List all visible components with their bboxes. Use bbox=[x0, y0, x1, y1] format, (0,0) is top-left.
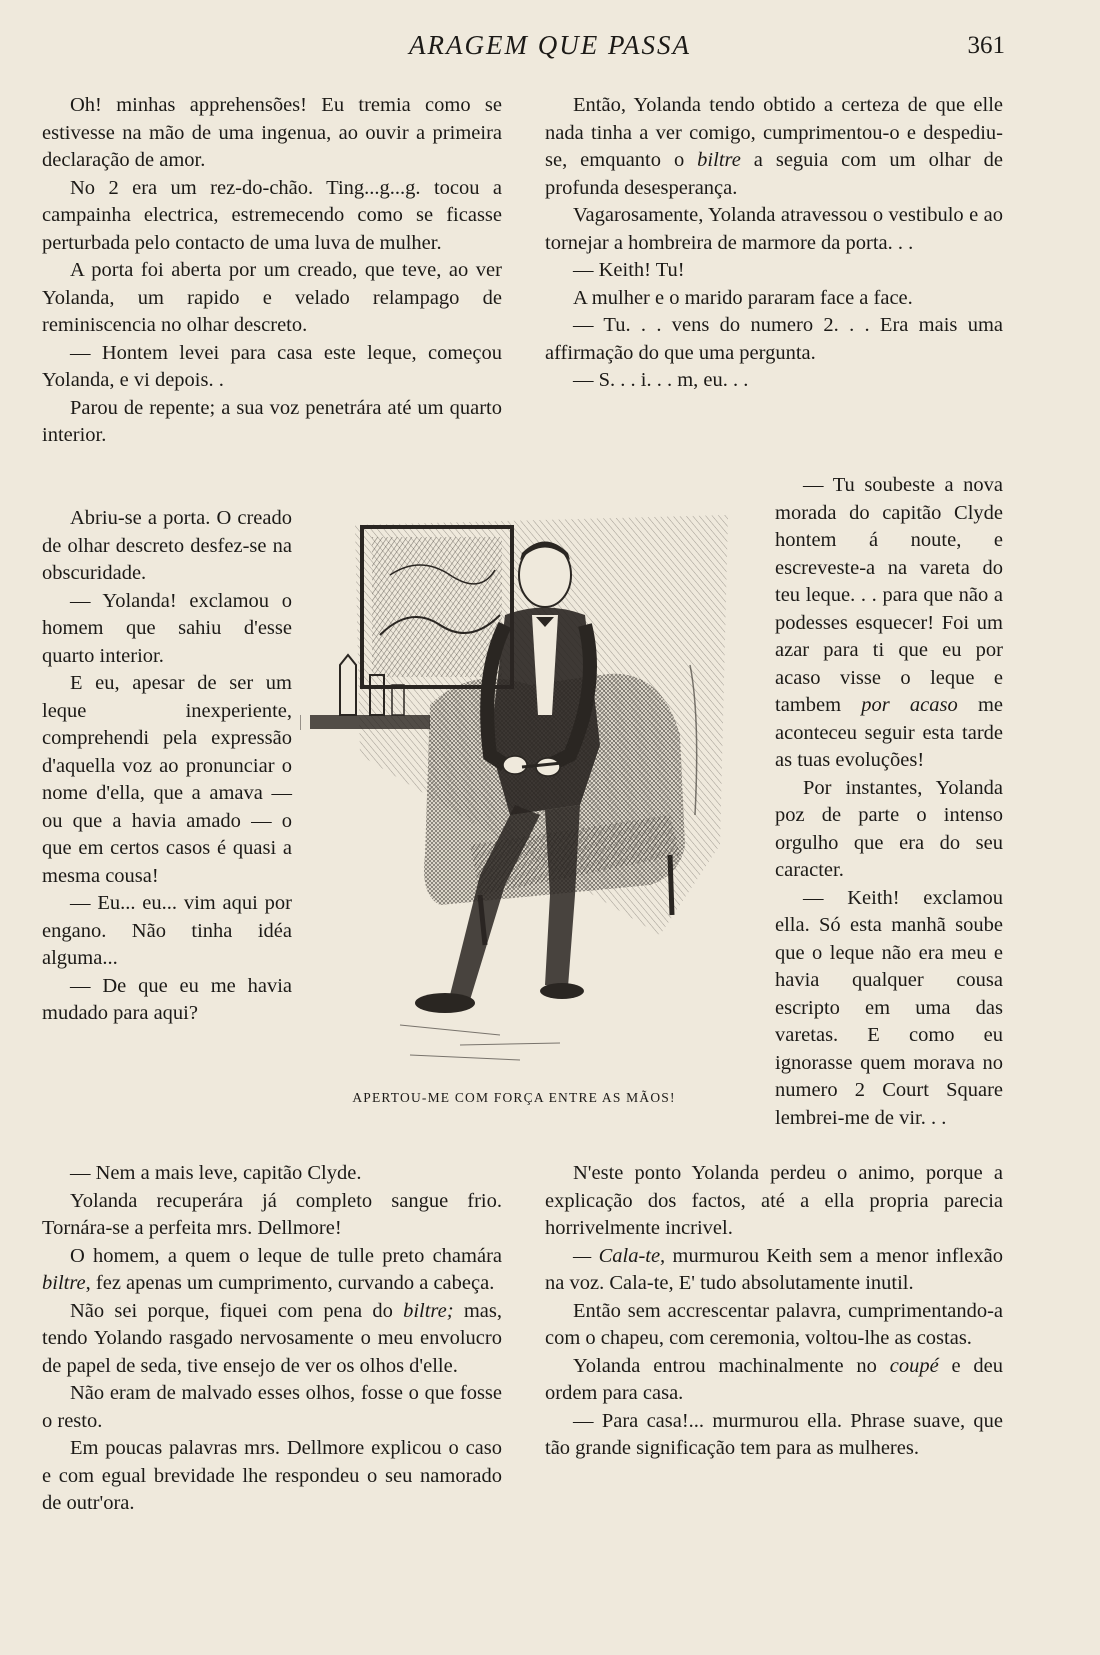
paragraph: Por instantes, Yolanda poz de parte o intenso orgulho que era do seu caracter. bbox=[775, 776, 1003, 881]
running-title: ARAGEM QUE PASSA bbox=[409, 30, 691, 60]
paragraph: Não eram de malvado esses olhos, fosse o que fosse o resto. bbox=[42, 1382, 502, 1432]
italic-run: coupé bbox=[889, 1354, 939, 1377]
man-hand bbox=[503, 756, 527, 774]
paragraph: Parou de repente; a sua voz penetrára até um quarto interior. bbox=[42, 396, 502, 446]
italic-run: — Cala-te, bbox=[573, 1244, 666, 1267]
paragraph: — De que eu me havia mudado para aqui? bbox=[42, 974, 292, 1024]
paragraph: — Yolanda! exclamou o homem que sahiu d'esse quarto interior. bbox=[42, 589, 292, 667]
left-column-narrow bbox=[42, 505, 292, 1028]
text-run: — Tu soubeste a nova morada do capitão Clyde hontem á noute, e escreveste-a na vareta do teu leque. . . para que não a podesses esquecer! Foi um azar para ti que eu por acaso visse o leque e tambem bbox=[775, 474, 1003, 716]
paragraph bbox=[545, 92, 1003, 202]
text-run: Não sei porque, fiquei com pena do bbox=[70, 1299, 404, 1322]
man-leg bbox=[545, 805, 580, 987]
italic-run: por acaso bbox=[861, 694, 958, 716]
italic-run: biltre bbox=[42, 1272, 86, 1294]
man-shoe bbox=[540, 983, 584, 999]
page-number: 361 bbox=[967, 32, 1005, 59]
decanter bbox=[340, 655, 356, 715]
paragraph: — Keith! exclamou ella. Só esta manhã soube que o leque não era meu e havia qualquer cousa escripto em uma das varetas. E como eu ignorasse quem morava no numero 2 Court Square lembrei-me de vir. . . bbox=[775, 886, 1003, 1129]
paragraph: Abriu-se a porta. O creado de olhar descreto desfez-se na obscuridade. bbox=[42, 507, 292, 584]
text-run: , fez apenas um cumprimento, curvando a cabeça. bbox=[85, 1272, 495, 1294]
paragraph: A mulher e o marido pararam face a face. bbox=[573, 286, 913, 309]
man-shoe bbox=[415, 993, 475, 1013]
paragraph: — Hontem levei para casa este leque, começou Yolanda, e vi depois. . bbox=[42, 341, 502, 391]
right-column-top bbox=[545, 92, 1003, 395]
right-column-bottom bbox=[545, 1160, 1003, 1463]
paragraph: — S. . . i. . . m, eu. . . bbox=[573, 369, 749, 391]
italic-run: biltre; bbox=[403, 1299, 454, 1322]
text-run: a seguia com um olhar de profunda desesperança. bbox=[545, 149, 1003, 199]
paragraph: Em poucas palavras mrs. Dellmore explicou o caso e com egual brevidade lhe respondeu o seu namorado de outr'ora. bbox=[42, 1437, 502, 1514]
text-run: murmurou Keith sem a menor inflexão na voz. Cala-te, E' tudo absolutamente inutil. bbox=[545, 1244, 1003, 1294]
right-column-narrow bbox=[775, 472, 1003, 1132]
paragraph: — Keith! Tu! bbox=[573, 259, 685, 281]
text-run: O homem, a quem o leque de tulle preto chamára bbox=[70, 1244, 502, 1267]
paragraph: Oh! minhas apprehensões! Eu tremia como se estivesse na mão de uma ingenua, ao ouvir a primeira declaração de amor. bbox=[42, 94, 502, 171]
paragraph bbox=[545, 1243, 1003, 1298]
paragraph: Então sem accrescentar palavra, cumprimentando-a com o chapeu, com ceremonia, voltou-lhe as costas. bbox=[545, 1299, 1003, 1349]
left-column-top bbox=[42, 92, 502, 450]
text-run: Yolanda entrou machinalmente no bbox=[573, 1354, 890, 1377]
side-table bbox=[310, 715, 430, 729]
text-run: me aconteceu seguir esta tarde as tuas evoluções! bbox=[775, 694, 1004, 771]
paragraph: Yolanda recuperára já completo sangue frio. Tornára-se a perfeita mrs. Dellmore! bbox=[42, 1189, 502, 1239]
paragraph: — Eu... eu... vim aqui por engano. Não tinha idéa alguma... bbox=[42, 892, 292, 969]
paragraph: — Nem a mais leve, capitão Clyde. bbox=[70, 1162, 362, 1184]
paragraph: N'este ponto Yolanda perdeu o animo, porque a explicação dos factos, até a ella propria parecia horrivelmente incrivel. bbox=[545, 1162, 1003, 1239]
paragraph: Vagarosamente, Yolanda atravessou o vestibulo e ao tornejar a hombreira de marmore da porta. . . bbox=[545, 204, 1003, 254]
text-run: e deu ordem para casa. bbox=[545, 1354, 1003, 1404]
paragraph: No 2 era um rez-do-chão. Ting...g...g. tocou a campainha electrica, estremecendo como se ficasse perturbada pelo contacto de uma luva de mulher. bbox=[42, 176, 502, 254]
paragraph bbox=[42, 1298, 502, 1381]
paragraph: E eu, apesar de ser um leque inexperiente, comprehendi pela expressão d'aquella voz ao pronunciar o nome d'ella, que a amava — ou que a havia amado — o que em certos casos é quasi a mesma cousa! bbox=[42, 672, 292, 887]
italic-run: biltre bbox=[697, 149, 741, 171]
text-run: mas, tendo Yolando rasgado nervosamente o meu envolucro de papel de seda, tive ensejo de ver os olhos d'elle. bbox=[42, 1299, 502, 1377]
painting bbox=[372, 537, 502, 677]
left-column-bottom bbox=[42, 1160, 502, 1518]
man-hand bbox=[536, 758, 560, 776]
paragraph: — Tu. . . vens do numero 2. . . Era mais uma affirmação do que uma pergunta. bbox=[545, 314, 1003, 364]
paragraph bbox=[545, 1353, 1003, 1408]
paragraph: A porta foi aberta por um creado, que teve, ao ver Yolanda, um rapido e velado relampago de reminiscencia no olhar descreto. bbox=[42, 259, 502, 336]
paragraph: — Para casa!... murmurou ella. Phrase suave, que tão grande significação tem para as mulheres. bbox=[545, 1409, 1003, 1459]
seated-man-engraving bbox=[300, 515, 728, 1080]
paragraph bbox=[42, 1243, 502, 1298]
paragraph bbox=[775, 472, 1003, 775]
illustration-caption: APERTOU-ME COM FORÇA ENTRE AS MÃOS! bbox=[352, 1090, 676, 1105]
text-run: Então, Yolanda tendo obtido a certeza de que elle nada tinha a ver comigo, cumprimentou-o e despediu-se, emquanto o bbox=[545, 94, 1003, 171]
engraving-illustration bbox=[300, 515, 728, 1080]
